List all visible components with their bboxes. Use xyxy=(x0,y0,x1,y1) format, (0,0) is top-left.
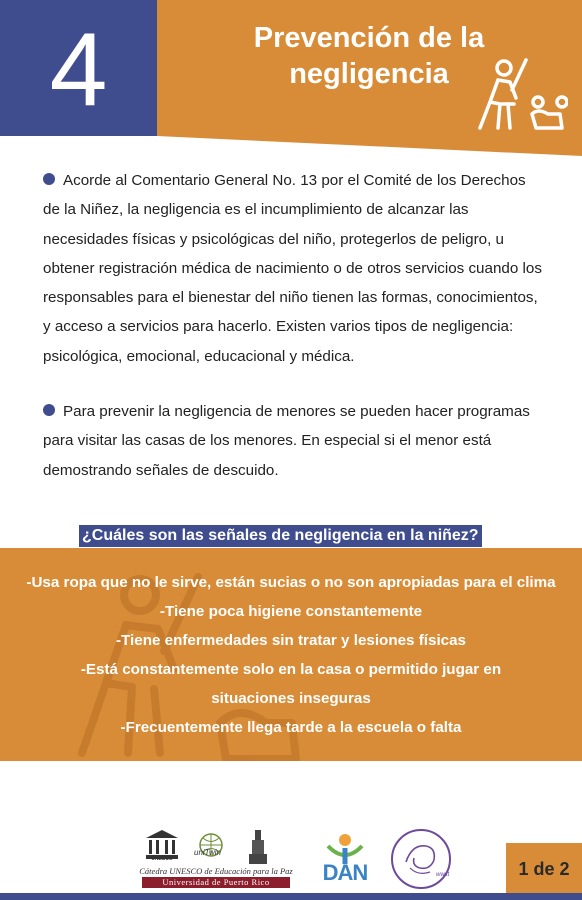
bottom-bar xyxy=(0,893,582,900)
signs-question: ¿Cuáles son las señales de negligencia en la niñez? xyxy=(79,525,482,547)
unitwin-label: uniTwin xyxy=(194,848,221,857)
sign-item: -Frecuentemente llega tarde a la escuela o falta xyxy=(120,719,462,736)
catedra-unesco-text: Cátedra UNESCO de Educación para la Paz xyxy=(139,866,293,876)
dan-label: DAN xyxy=(322,860,368,885)
sign-item: -Está constantemente solo en la casa o permitido jugar en xyxy=(80,661,502,678)
page-title-line2: negligencia xyxy=(289,58,449,90)
university-label: Universidad de Puerto Rico xyxy=(142,877,290,888)
section-number: 4 xyxy=(49,12,108,128)
page-title-line1: Prevención de la xyxy=(253,22,485,54)
bullet-icon xyxy=(43,404,55,416)
wwst-circle-logo-icon xyxy=(390,828,452,890)
paragraph2-text: Para prevenir la negligencia de menores se pueden hacer programas para visitar las casas de los menores. En especial si el menor está demostrando señales de descuido. xyxy=(43,403,530,479)
sign-item: -Tiene poca higiene constantemente xyxy=(159,603,423,620)
section-number-block xyxy=(0,0,157,136)
wwst-label: wwst xyxy=(436,872,450,878)
paragraph-prevention xyxy=(43,397,543,485)
bullet-icon xyxy=(43,173,55,185)
footer-logos xyxy=(136,826,456,892)
unesco-label: UNESCO xyxy=(151,856,173,862)
signs-box xyxy=(0,548,582,761)
sign-item: situaciones inseguras xyxy=(211,690,371,707)
elderly-caregiver-icon xyxy=(476,58,568,136)
signs-list xyxy=(0,568,582,742)
university-tower-icon xyxy=(248,830,268,864)
page-indicator: 1 de 2 xyxy=(506,843,582,895)
sign-item: -Tiene enfermedades sin tratar y lesiones físicas xyxy=(115,632,467,649)
paragraph1-text: Acorde al Comentario General No. 13 por el Comité de los Derechos de la Niñez, la negligencia es el incumplimiento de alcanzar las necesidades físicas y psicológicas del niño, protegerlos de peligro, u obtener registración médica de nacimiento o de otros servicios cuando los responsables para el bienestar del niño tienen las formas, conocimientos, y acceso a servicios para hacerlo. Existen varios tipos de negligencia: psicológica, emocional, educacional y médica. xyxy=(43,172,542,365)
paragraph-definition xyxy=(43,166,543,371)
sign-item: -Usa ropa que no le sirve, están sucias o no son apropiadas para el clima xyxy=(26,574,556,591)
